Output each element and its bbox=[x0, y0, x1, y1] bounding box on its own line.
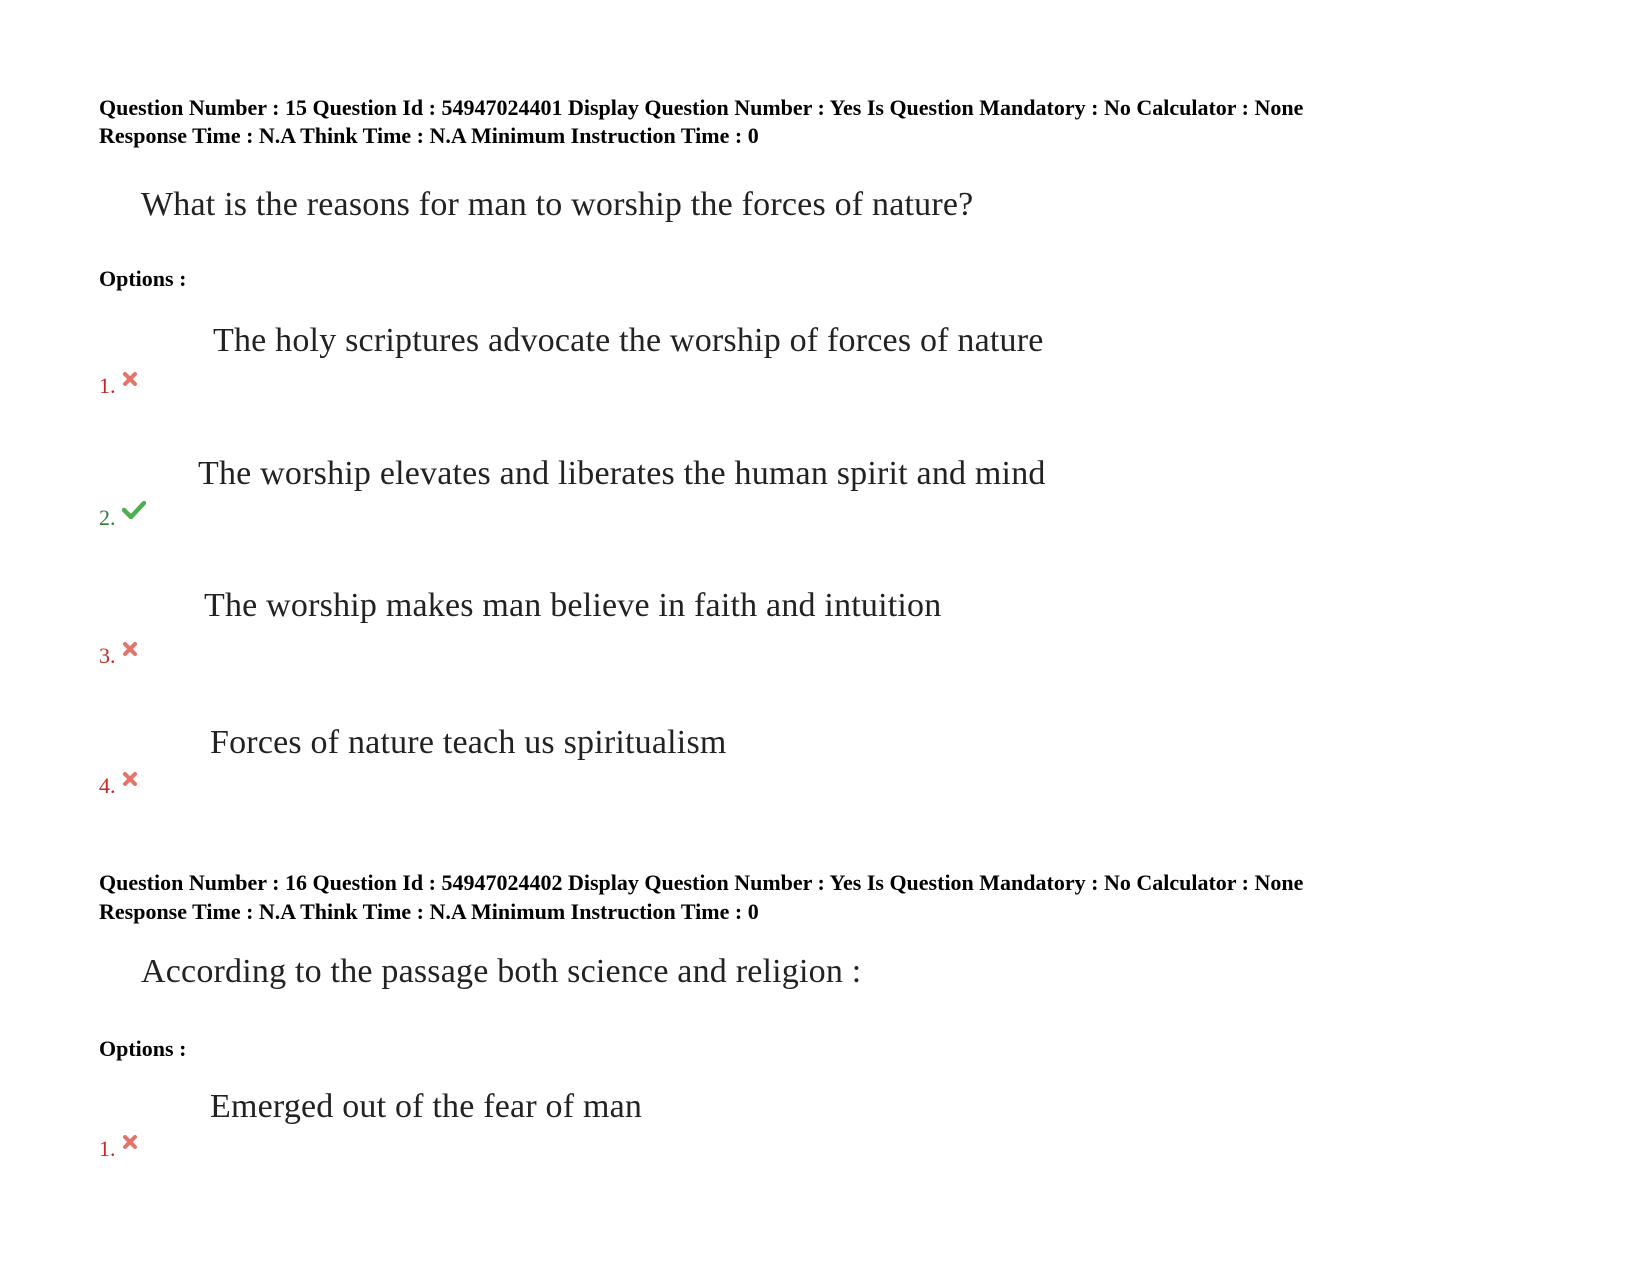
option-text: Forces of nature teach us spiritualism bbox=[210, 724, 727, 761]
option-text: The worship makes man believe in faith and intuition bbox=[204, 587, 942, 624]
question-text: What is the reasons for man to worship the forces of nature? bbox=[141, 186, 974, 223]
option-number: 2. bbox=[99, 505, 116, 530]
option-text: The holy scriptures advocate the worship of forces of nature bbox=[213, 322, 1044, 359]
cross-icon bbox=[122, 637, 138, 663]
cross-icon bbox=[122, 767, 138, 793]
question-meta-line2: Response Time : N.A Think Time : N.A Minimum Instruction Time : 0 bbox=[99, 899, 759, 924]
cross-icon bbox=[122, 1130, 138, 1156]
option-marker bbox=[99, 643, 138, 669]
option-number: 1. bbox=[99, 373, 116, 398]
option-number: 3. bbox=[99, 643, 116, 668]
question-text: According to the passage both science and religion : bbox=[141, 953, 862, 990]
option-number: 1. bbox=[99, 1136, 116, 1161]
check-icon bbox=[122, 499, 146, 525]
option-text: The worship elevates and liberates the human spirit and mind bbox=[198, 455, 1046, 492]
question-meta-line1: Question Number : 16 Question Id : 54947024402 Display Question Number : Yes Is Question Mandatory : No Calculator : None bbox=[99, 870, 1304, 895]
option-number: 4. bbox=[99, 773, 116, 798]
option-text: Emerged out of the fear of man bbox=[210, 1088, 643, 1125]
options-label: Options : bbox=[99, 1036, 187, 1061]
options-label: Options : bbox=[99, 266, 187, 291]
option-marker bbox=[99, 373, 138, 399]
option-marker bbox=[99, 773, 138, 799]
question-meta-line2: Response Time : N.A Think Time : N.A Minimum Instruction Time : 0 bbox=[99, 123, 759, 148]
question-meta-line1: Question Number : 15 Question Id : 54947024401 Display Question Number : Yes Is Question Mandatory : No Calculator : None bbox=[99, 95, 1304, 120]
option-marker bbox=[99, 1136, 138, 1162]
option-marker bbox=[99, 505, 146, 531]
cross-icon bbox=[122, 367, 138, 393]
